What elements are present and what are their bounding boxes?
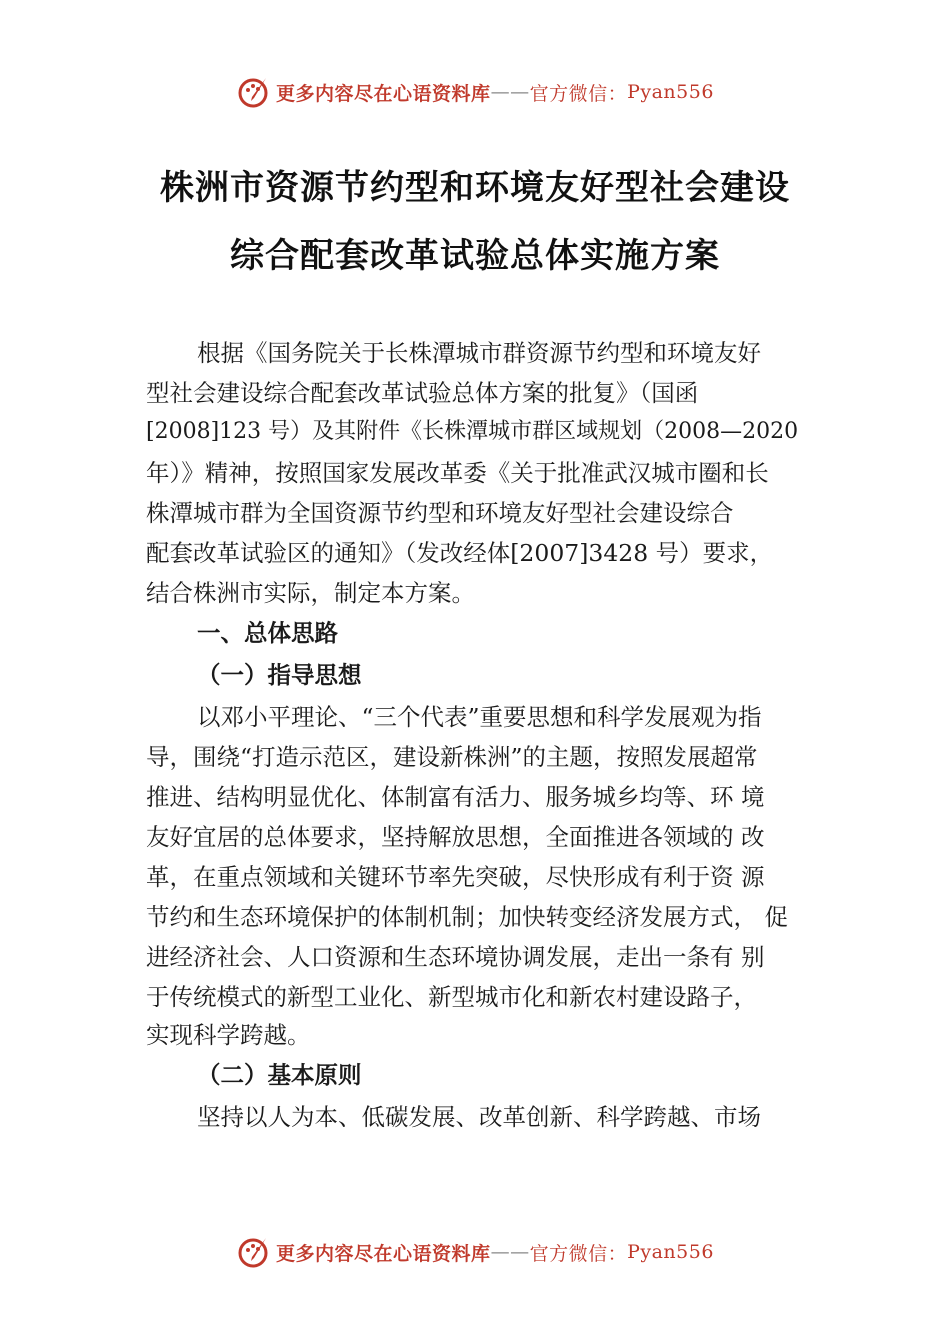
body-line: 节约和生态环境保护的体制机制；加快转变经济发展方式， 促: [146, 903, 788, 931]
body-line: 根据《国务院关于长株潭城市群资源节约型和环境友好: [197, 339, 761, 367]
body-line: 株潭城市群为全国资源节约型和环境友好型社会建设综合: [146, 499, 734, 527]
body-line: 进经济社会、人口资源和生态环境协调发展，走出一条有 别: [146, 943, 765, 971]
body-line: 实现科学跨越。: [146, 1021, 311, 1049]
body-line: 导，围绕“打造示范区，建设新株洲”的主题，按照发展超常: [146, 743, 758, 771]
palette-brush-logo-icon: [236, 74, 272, 110]
doc-title-line1: 株洲市资源节约型和环境友好型社会建设: [160, 168, 790, 208]
banner-brand-text: 更多内容尽在心语资料库: [276, 1242, 491, 1265]
footer-banner: [0, 1232, 950, 1272]
banner-brand-text: 更多内容尽在心语资料库: [276, 82, 491, 105]
body-line: 配套改革试验区的通知》（发改经体[2007]3428 号）要求，: [146, 539, 774, 567]
body-line: 于传统模式的新型工业化、新型城市化和新农村建设路子，: [146, 983, 757, 1011]
section-heading: 一、总体思路: [197, 619, 338, 647]
body-line: 年）》精神，按照国家发展改革委《关于批准武汉城市圈和长: [146, 459, 769, 487]
body-line: 推进、结构明显优化、体制富有活力、服务城乡均等、环 境: [146, 783, 765, 811]
body-line: 以邓小平理论、“三个代表”重要思想和科学发展观为指: [197, 703, 762, 731]
doc-title-line2: 综合配套改革试验总体实施方案: [230, 236, 720, 276]
banner-dash: ——: [490, 1241, 530, 1263]
subsection-heading: （二）基本原则: [197, 1061, 362, 1089]
body-line: [2008]123 号）及其附件《长株潭城市群区域规划（2008—2020: [146, 419, 799, 444]
banner-wechat-id: Pyan556: [627, 1241, 714, 1263]
banner-wechat-label: 官方微信：: [529, 82, 628, 105]
banner-wechat-id: Pyan556: [627, 81, 714, 103]
banner-wechat-label: 官方微信：: [529, 1242, 628, 1265]
body-line: 型社会建设综合配套改革试验总体方案的批复》（国函: [146, 379, 699, 407]
header-banner: [0, 72, 950, 112]
banner-dash: ——: [490, 81, 530, 103]
body-line: 革，在重点领域和关键环节率先突破，尽快形成有利于资 源: [146, 863, 765, 891]
body-line: 结合株洲市实际，制定本方案。: [146, 579, 475, 607]
subsection-heading: （一）指导思想: [197, 661, 362, 689]
palette-brush-logo-icon: [236, 1234, 272, 1270]
body-line: 坚持以人为本、低碳发展、改革创新、科学跨越、市场: [197, 1103, 761, 1131]
body-line: 友好宜居的总体要求，坚持解放思想，全面推进各领域的 改: [146, 823, 765, 851]
